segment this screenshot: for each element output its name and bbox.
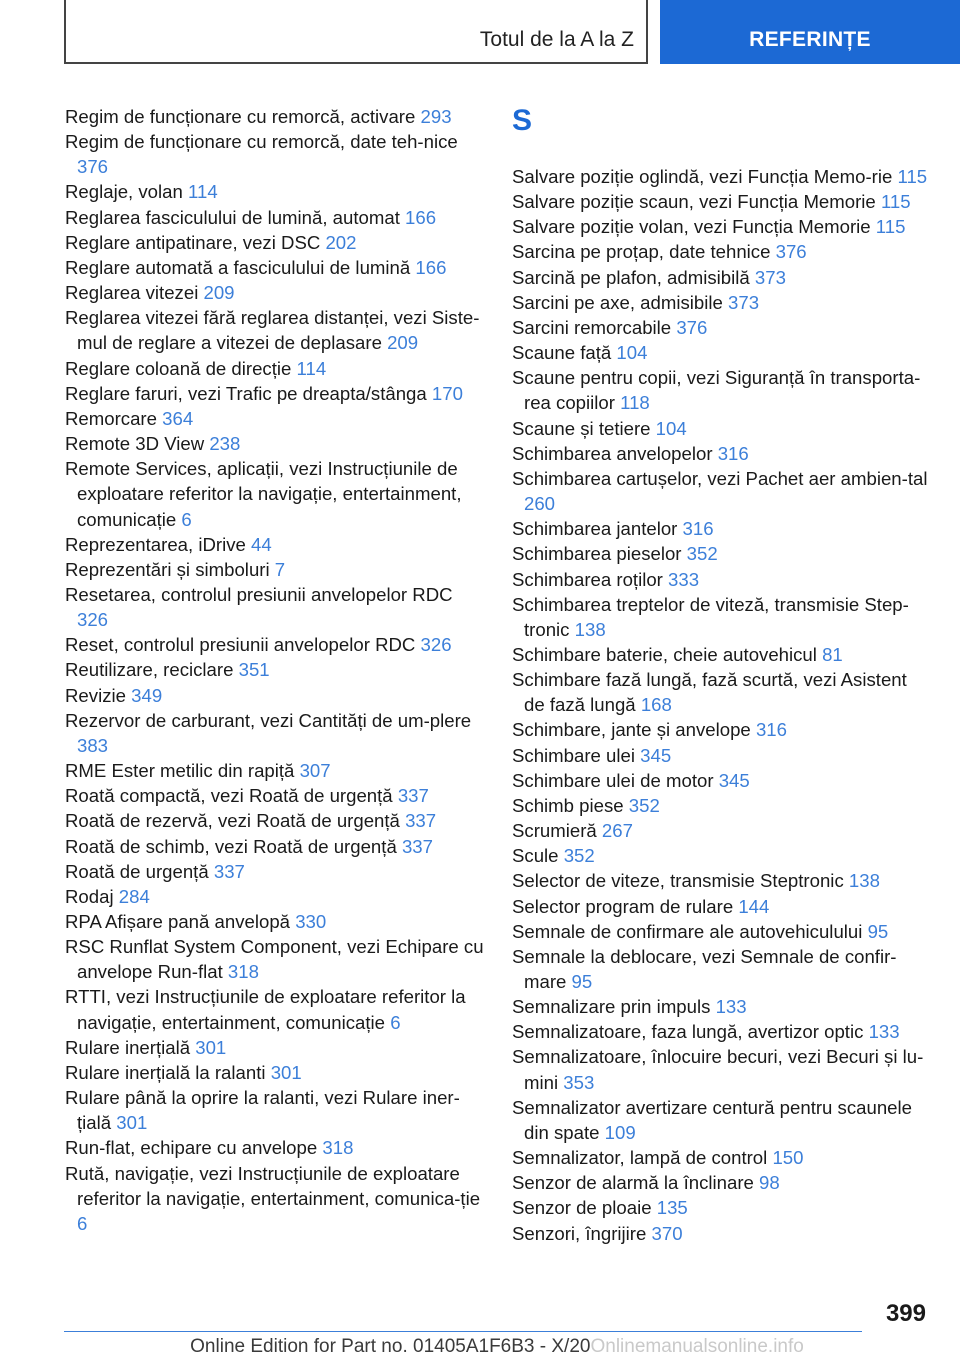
index-entry-page-link[interactable]: 326: [420, 634, 452, 656]
index-entry-page-link[interactable]: 373: [754, 266, 786, 288]
index-entry-term: Schimbare, jante și anvelope: [512, 719, 751, 741]
index-entry-term: Schimbarea treptelor de viteză, transmisie Step-tronic: [512, 593, 909, 640]
index-entry-term: Reglaje, volan: [65, 181, 183, 203]
index-entry-term: Salvare poziție scaun, vezi Funcția Memorie: [512, 191, 876, 213]
index-entry-term: Rezervor de carburant, vezi Cantități de um-plere: [65, 709, 472, 731]
index-entry: [65, 406, 485, 431]
index-entry-term: Roată de rezervă, vezi Roată de urgență: [65, 810, 400, 832]
index-entry: [65, 1085, 485, 1135]
index-entry-page-link[interactable]: 301: [116, 1112, 148, 1134]
index-entry-term: Selector program de rulare: [512, 895, 734, 917]
index-entry: [65, 557, 485, 582]
index-entry-term: Selector de viteze, transmisie Steptronic: [512, 870, 844, 892]
index-entry-term: Regim de funcționare cu remorcă, date teh-nice: [65, 131, 458, 153]
index-entry-term: Reglare coloană de direcție: [65, 357, 292, 379]
index-entry-page-link[interactable]: 209: [203, 282, 235, 304]
index-entry-page-link[interactable]: 318: [322, 1137, 354, 1159]
index-entry-page-link[interactable]: 138: [848, 870, 880, 892]
index-entry: [512, 365, 932, 415]
index-entry-page-link[interactable]: 376: [77, 156, 109, 178]
index-entry: [512, 1145, 932, 1170]
index-entry: [65, 582, 485, 632]
index-entry-term: Reglarea vitezei: [65, 282, 199, 304]
index-entry-term: Senzor de alarmă la înclinare: [512, 1172, 754, 1194]
header-title: Totul de la A la Z: [479, 28, 634, 51]
index-entry-term: Schimbarea roților: [512, 568, 663, 590]
index-entry-page-link[interactable]: 352: [628, 794, 660, 816]
index-entry-page-link[interactable]: 166: [405, 206, 437, 228]
index-entry: [512, 1195, 932, 1220]
index-entry-term: Remorcare: [65, 407, 157, 429]
index-entry-term: Schimbarea jantelor: [512, 518, 678, 540]
header-title-box: [64, 0, 648, 64]
index-entry-term: Reglare faruri, vezi Trafic pe dreapta/stânga: [65, 382, 427, 404]
index-entry-page-link[interactable]: 364: [162, 407, 194, 429]
footer: [0, 1332, 960, 1362]
index-entry: [65, 129, 485, 179]
index-entry-page-link[interactable]: 337: [213, 860, 245, 882]
footer-watermark: Onlinemanualsonline.info: [590, 1336, 804, 1357]
index-entry-page-link[interactable]: 202: [325, 231, 357, 253]
index-entry: [512, 290, 932, 315]
index-entry: [512, 743, 932, 768]
index-entry: [512, 667, 932, 717]
index-entry-page-link[interactable]: 95: [867, 920, 889, 942]
index-entry: [512, 164, 932, 189]
index-entry-term: Semnalizatoare, faza lungă, avertizor optic: [512, 1021, 864, 1043]
index-entry-page-link[interactable]: 316: [755, 719, 787, 741]
page-number: 399: [885, 1300, 926, 1327]
index-entry-term: Senzori, îngrijire: [512, 1222, 647, 1244]
index-entry-page-link[interactable]: 316: [682, 518, 714, 540]
index-entry: [512, 894, 932, 919]
index-entry-term: Reglare antipatinare, vezi DSC: [65, 231, 321, 253]
index-entry-page-link[interactable]: 114: [296, 357, 327, 379]
index-entry: [512, 793, 932, 818]
index-entry: [65, 884, 485, 909]
index-entry-page-link[interactable]: 7: [274, 558, 286, 580]
index-entry-page-link[interactable]: 376: [775, 241, 807, 263]
index-entry-page-link[interactable]: 349: [131, 684, 163, 706]
index-entry: [65, 305, 485, 355]
index-entry: [65, 683, 485, 708]
index-entry-page-link[interactable]: 307: [299, 760, 331, 782]
index-entry-page-link[interactable]: 383: [77, 734, 109, 756]
header-section-tab-label: REFERINȚE: [749, 28, 871, 51]
index-entry: [512, 1221, 932, 1246]
index-entry: [65, 657, 485, 682]
index-entry: [65, 859, 485, 884]
index-entry-page-link[interactable]: 81: [822, 643, 843, 665]
index-entry-page-link[interactable]: 115: [875, 216, 906, 238]
index-entry-term: Reglare automată a fasciculului de lumină: [65, 256, 411, 278]
index-entry-term: Run-flat, echipare cu anvelope: [65, 1137, 318, 1159]
index-entry: [512, 1170, 932, 1195]
index-entry-page-link[interactable]: 98: [759, 1172, 780, 1194]
index-entry-page-link[interactable]: 373: [728, 291, 760, 313]
index-entry-term: RME Ester metilic din rapiță: [65, 760, 295, 782]
index-entry-page-link[interactable]: 6: [181, 508, 192, 530]
page-header: [0, 0, 960, 66]
index-entry-term: Scrumieră: [512, 820, 597, 842]
index-entry-term: Senzor de ploaie: [512, 1197, 652, 1219]
footer-edition-text: Online Edition for Part no. 01405A1F6B3 - X/20: [190, 1336, 591, 1357]
index-entry-page-link[interactable]: 284: [118, 885, 150, 907]
index-entry: [512, 1019, 932, 1044]
index-entry-page-link[interactable]: 6: [390, 1011, 401, 1033]
index-entry-term: Semnalizator, lampă de control: [512, 1147, 768, 1169]
index-entry-page-link[interactable]: 133: [715, 996, 747, 1018]
index-entry-term: Remote Services, aplicații, vezi Instrucțiunile de exploatare referitor la navigație, entertainment, comunicație: [65, 458, 462, 530]
index-entry-term: Schimbarea anvelopelor: [512, 442, 713, 464]
index-entry-term: Schimbare ulei: [512, 744, 635, 766]
index-entry: [65, 708, 485, 758]
index-entry: [65, 205, 485, 230]
index-entry-term: Reutilizare, reciclare: [65, 659, 234, 681]
index-entry-term: Remote 3D View: [65, 433, 205, 455]
index-entry: [512, 239, 932, 264]
index-entry-term: Regim de funcționare cu remorcă, activare: [65, 106, 416, 127]
index-entry: [65, 758, 485, 783]
index-entry-page-link[interactable]: 333: [668, 568, 700, 590]
index-entry-term: RTTI, vezi Instrucțiunile de exploatare referitor la navigație, entertainment, comunicație: [65, 986, 466, 1033]
index-entry-term: Schimbare baterie, cheie autovehicul: [512, 643, 817, 665]
index-entry: [512, 416, 932, 441]
index-entries-right: [512, 164, 932, 1246]
index-entry-term: Semnalizatoare, înlocuire becuri, vezi Becuri și lu-mini: [512, 1046, 924, 1093]
index-entry-page-link[interactable]: 345: [640, 744, 672, 766]
index-entry-term: RPA Afișare pană anvelopă: [65, 911, 291, 932]
index-entry: [512, 642, 932, 667]
index-entry-page-link[interactable]: 260: [524, 493, 556, 515]
index-entry: [512, 843, 932, 868]
index-entry: [65, 1161, 485, 1236]
index-entry-term: Rulare până la oprire la ralanti, vezi Rulare iner-țială: [65, 1087, 460, 1134]
index-entry: [512, 466, 932, 516]
index-entry: [512, 919, 932, 944]
index-entry: [65, 783, 485, 808]
index-entry-term: RSC Runflat System Component, vezi Echipare cu anvelope Run-flat: [65, 936, 484, 983]
index-entry: [65, 179, 485, 204]
index-column-right: [512, 104, 932, 1246]
index-entry-term: Semnalizator avertizare centură pentru scaunele din spate: [512, 1096, 912, 1143]
index-entry: [512, 441, 932, 466]
index-entry-term: Semnale la deblocare, vezi Semnale de confir-mare: [512, 945, 897, 992]
index-entry-term: Sarcini remorcabile: [512, 316, 672, 338]
index-entry-page-link[interactable]: 337: [405, 810, 437, 832]
index-entry-term: Resetarea, controlul presiunii anvelopelor RDC: [65, 583, 453, 605]
index-entry-page-link[interactable]: 337: [401, 835, 433, 857]
index-entry-page-link[interactable]: 352: [563, 845, 595, 867]
index-entry: [512, 516, 932, 541]
index-entry-term: Semnale de confirmare ale autovehiculului: [512, 920, 863, 942]
index-entry-page-link[interactable]: 114: [188, 181, 218, 203]
index-entry: [512, 567, 932, 592]
index-entry-page-link[interactable]: 316: [717, 442, 749, 464]
index-entry: [512, 1044, 932, 1094]
index-entry: [65, 381, 485, 406]
index-entry: [65, 909, 485, 934]
index-entry-term: Roată de urgență: [65, 860, 209, 882]
index-entry-term: Scaune și tetiere: [512, 417, 651, 439]
index-entry-page-link[interactable]: 301: [270, 1061, 302, 1083]
index-entry-term: Rodaj: [65, 885, 114, 907]
index-entry-page-link[interactable]: 238: [209, 433, 241, 455]
index-entry-page-link[interactable]: 352: [686, 543, 718, 565]
index-entry-term: Reglarea vitezei fără reglarea distanței, vezi Siste-mul de reglare a vitezei de deplasare: [65, 307, 480, 354]
index-entry-page-link[interactable]: 376: [676, 316, 708, 338]
index-entry-term: Rută, navigație, vezi Instrucțiunile de exploatare referitor la navigație, entertainment, comunica-ție: [65, 1162, 481, 1209]
index-entry-term: Rulare inerțială la ralanti: [65, 1061, 266, 1083]
index-entry: [512, 944, 932, 994]
index-entry-page-link[interactable]: 318: [227, 961, 259, 983]
index-entry-term: Reglarea fasciculului de lumină, automat: [65, 206, 400, 228]
index-entry: [65, 255, 485, 280]
index-entry-term: Scaune pentru copii, vezi Siguranță în transporta-rea copiilor: [512, 367, 921, 414]
index-entry-page-link[interactable]: 353: [563, 1071, 595, 1093]
index-entry-page-link[interactable]: 209: [387, 332, 419, 354]
index-entry: [512, 214, 932, 239]
index-entry: [512, 1095, 932, 1145]
index-entry: [512, 541, 932, 566]
index-entry-page-link[interactable]: 95: [571, 971, 593, 992]
index-entry-term: Roată de schimb, vezi Roată de urgență: [65, 835, 397, 857]
index-entry-page-link[interactable]: 293: [420, 106, 452, 127]
index-entry: [65, 532, 485, 557]
index-entry-page-link[interactable]: 144: [738, 895, 770, 917]
index-entry: [65, 356, 485, 381]
index-entry-page-link[interactable]: 115: [880, 191, 911, 213]
index-column-left: [65, 104, 485, 1236]
index-entry: [65, 1135, 485, 1160]
index-entry: [512, 592, 932, 642]
index-entry-term: Sarcina pe proțap, date tehnice: [512, 241, 771, 263]
index-entry-term: Salvare poziție oglindă, vezi Funcția Memo-rie: [512, 166, 893, 187]
index-entry-page-link[interactable]: 135: [656, 1197, 688, 1219]
index-entry-term: Salvare poziție volan, vezi Funcția Memorie: [512, 216, 871, 238]
index-entry-page-link[interactable]: 118: [620, 392, 650, 414]
index-entry-page-link[interactable]: 166: [415, 256, 447, 278]
index-entry-term: Schimbare fază lungă, fază scurtă, vezi Asistent de fază lungă: [512, 669, 907, 716]
index-entry: [512, 994, 932, 1019]
index-entry: [512, 315, 932, 340]
index-entry: [512, 868, 932, 893]
index-entry-term: Scaune față: [512, 342, 612, 364]
index-entry-page-link[interactable]: 326: [77, 609, 109, 631]
index-entry-term: Schimbarea pieselor: [512, 543, 682, 565]
index-entry: [512, 265, 932, 290]
index-entry-page-link[interactable]: 138: [574, 618, 606, 640]
index-entry: [65, 280, 485, 305]
index-entry-page-link[interactable]: 104: [616, 342, 648, 364]
index-entry-term: Rulare inerțială: [65, 1036, 191, 1058]
header-section-tab[interactable]: [660, 0, 960, 64]
index-entry-page-link[interactable]: 109: [604, 1121, 636, 1143]
index-entry-term: Reset, controlul presiunii anvelopelor RDC: [65, 634, 416, 656]
index-entry-page-link[interactable]: 44: [251, 533, 272, 555]
index-entry: [65, 1035, 485, 1060]
index-entry: [65, 632, 485, 657]
index-entry-term: Reprezentarea, iDrive: [65, 533, 246, 555]
index-entry: [65, 808, 485, 833]
section-letter: S: [512, 104, 533, 137]
index-entry-page-link[interactable]: 330: [295, 911, 327, 932]
index-entry-page-link[interactable]: 351: [238, 659, 270, 681]
index-entry-term: Sarcină pe plafon, admisibilă: [512, 266, 750, 288]
index-entry-page-link[interactable]: 168: [640, 694, 672, 716]
index-entry: [65, 1060, 485, 1085]
index-entry: [512, 818, 932, 843]
index-entry: [65, 431, 485, 456]
index-entry: [65, 230, 485, 255]
index-entry-page-link[interactable]: 337: [397, 785, 429, 807]
index-entry: [65, 834, 485, 859]
index-entry-term: Scule: [512, 845, 559, 867]
index-entry-page-link[interactable]: 370: [651, 1222, 683, 1244]
index-entry-term: Revizie: [65, 684, 126, 706]
index-entry-page-link[interactable]: 133: [868, 1021, 900, 1043]
index-entry-page-link[interactable]: 104: [655, 417, 687, 439]
index-entry-page-link[interactable]: 6: [77, 1212, 88, 1234]
index-entry-page-link[interactable]: 267: [601, 820, 633, 842]
index-entry-page-link[interactable]: 115: [897, 166, 928, 187]
index-entry-page-link[interactable]: 301: [195, 1036, 227, 1058]
index-entry-term: Roată compactă, vezi Roată de urgență: [65, 785, 393, 807]
index-entry-term: Schimbarea cartușelor, vezi Pachet aer ambien-tal: [512, 467, 928, 489]
index-entry-term: Sarcini pe axe, admisibile: [512, 291, 723, 313]
index-entry-term: Reprezentări și simboluri: [65, 558, 270, 580]
index-entry: [65, 984, 485, 1034]
index-entry-term: Schimbare ulei de motor: [512, 769, 714, 791]
index-entry-term: Semnalizare prin impuls: [512, 996, 711, 1018]
index-entry-page-link[interactable]: 170: [431, 382, 463, 404]
index-entry: [512, 340, 932, 365]
index-entry: [65, 456, 485, 531]
index-entry: [512, 189, 932, 214]
index-entry: [512, 717, 932, 742]
index-entry-page-link[interactable]: 150: [772, 1147, 804, 1169]
index-entry: [512, 768, 932, 793]
index-entry: [65, 934, 485, 984]
index-entry: [65, 104, 485, 129]
index-entry-page-link[interactable]: 345: [718, 769, 750, 791]
index-entry-term: Schimb piese: [512, 794, 624, 816]
